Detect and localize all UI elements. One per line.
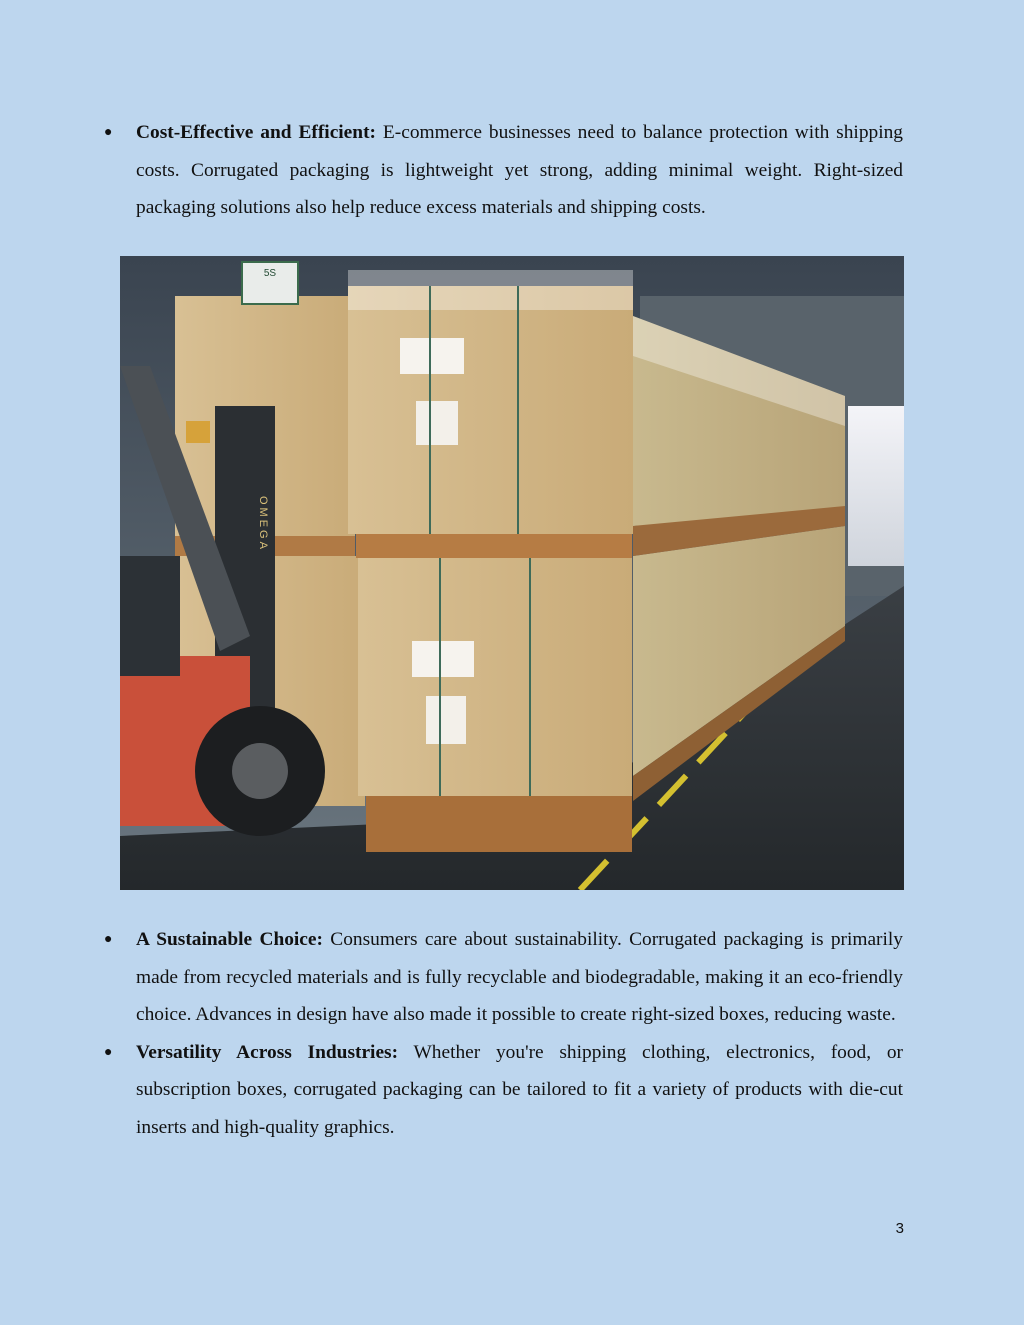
bullet-text: E-commerce businesses need to balance protection with shipping costs. Corrugated packaging is lightweight yet strong, adding minimal weight. Right-sized packaging solutions also help reduce excess materials and shipping costs. [136, 122, 903, 219]
warehouse-photo [120, 256, 904, 890]
bullet-item-cost-effective [100, 114, 903, 227]
box-front-top [348, 286, 633, 534]
bullet-item-sustainable [100, 921, 903, 1034]
bullet-list-top [100, 114, 903, 227]
bullet-dot-icon: ● [104, 1044, 113, 1060]
bullet-heading: Cost-Effective and Efficient: [136, 122, 376, 143]
forklift-body-dark [120, 556, 180, 676]
plastic-wrap-top [348, 270, 633, 310]
bullet-heading: A Sustainable Choice: [136, 929, 323, 950]
page-number: 3 [895, 1220, 904, 1237]
pallet-front-bottom [366, 796, 632, 852]
label-info-top [416, 401, 458, 445]
sign-label: 5S [263, 268, 277, 279]
forklift-brand: OMEGA [257, 496, 269, 552]
bullet-dot-icon: ● [104, 125, 113, 140]
box-front-bottom [358, 558, 632, 796]
bullet-text: Consumers care about sustainability. Corrugated packaging is primarily made from recycled materials and is fully recyclable and biodegradable, making it an eco-friendly choice. Advances in design have also made it possible to create right-sized boxes, reducing waste. [136, 929, 903, 1026]
bullet-list-bottom [100, 921, 903, 1147]
bullet-heading: Versatility Across Industries: [136, 1041, 399, 1063]
window-right [848, 406, 904, 566]
label-info-bottom [426, 696, 466, 744]
bullet-item-versatility [100, 1034, 903, 1147]
forklift-light [186, 421, 210, 443]
label-warning-top [400, 338, 464, 374]
forklift-wheel-hub [232, 743, 288, 799]
bullet-text: Whether you're shipping clothing, electronics, food, or subscription boxes, corrugated packaging can be tailored to fit a variety of products with die-cut inserts and high-quality graphics. [136, 1041, 903, 1138]
bullet-dot-icon: ● [104, 932, 113, 947]
pallet-front-top [356, 534, 632, 558]
label-warning-bottom [412, 641, 474, 677]
